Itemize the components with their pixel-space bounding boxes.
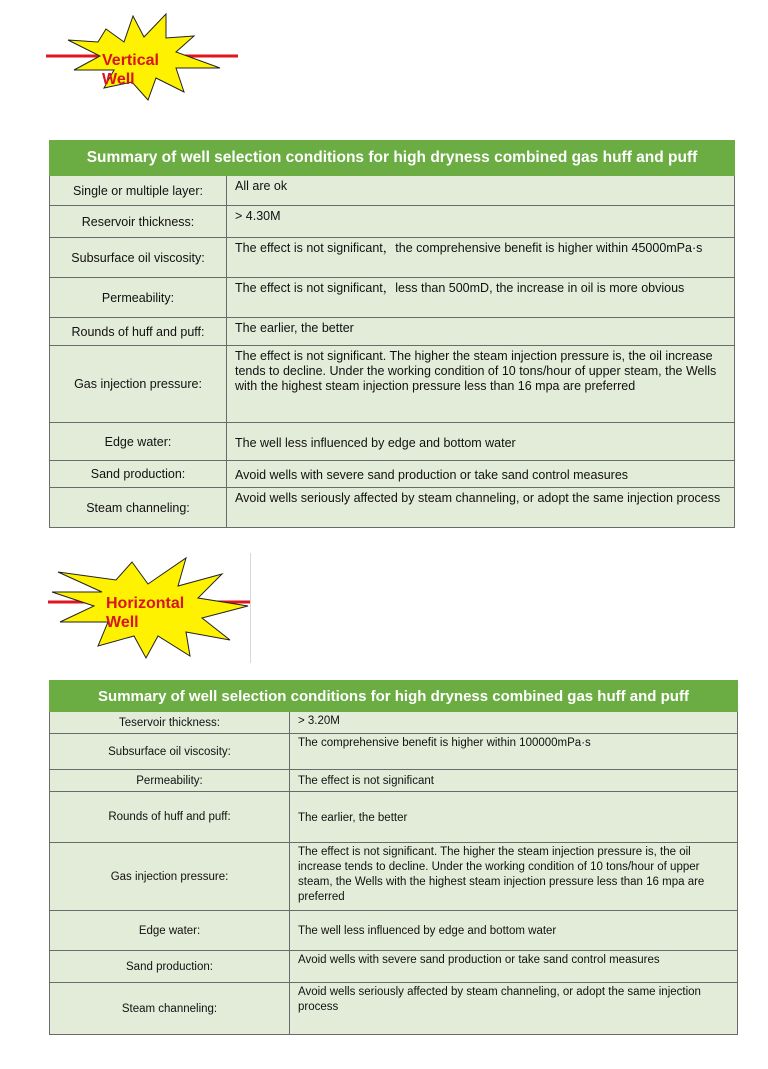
row-value: The comprehensive benefit is higher within 100000mPa·s	[290, 734, 738, 770]
row-value: Avoid wells with severe sand production or take sand control measures	[227, 461, 735, 488]
row-label: Rounds of huff and puff:	[50, 792, 290, 843]
row-value: > 4.30M	[227, 206, 735, 238]
table-title: Summary of well selection conditions for high dryness combined gas huff and puff	[50, 141, 735, 176]
row-label: Gas injection pressure:	[50, 843, 290, 911]
horizontal-well-badge	[46, 556, 252, 660]
row-label: Edge water:	[50, 423, 227, 461]
badge-line2: Well	[102, 71, 135, 88]
row-label: Steam channeling:	[50, 488, 227, 528]
row-label: Edge water:	[50, 911, 290, 951]
row-label: Subsurface oil viscosity:	[50, 734, 290, 770]
badge-line1: Horizontal	[106, 595, 185, 612]
row-label: Single or multiple layer:	[50, 176, 227, 206]
row-label: Teservoir thickness:	[50, 712, 290, 734]
vertical-well-table	[49, 140, 735, 528]
row-label: Sand production:	[50, 461, 227, 488]
row-value: > 3.20M	[290, 712, 738, 734]
row-label: Reservoir thickness:	[50, 206, 227, 238]
row-value: Avoid wells seriously affected by steam channeling, or adopt the same injection process	[290, 983, 738, 1035]
row-label: Rounds of huff and puff:	[50, 318, 227, 346]
row-value: Avoid wells with severe sand production or take sand control measures	[290, 951, 738, 983]
row-label: Sand production:	[50, 951, 290, 983]
table-title: Summary of well selection conditions for high dryness combined gas huff and puff	[50, 681, 738, 712]
row-label: Gas injection pressure:	[50, 346, 227, 423]
row-value: The effect is not significant. The higher the steam injection pressure is, the oil increase tends to decline. Under the working condition of 10 tons/hour of upper steam, the Wells with the highest steam injection pressure less than 16 mpa are preferred	[290, 843, 738, 911]
row-value: The effect is not significant. The higher the steam injection pressure is, the oil increase tends to decline. Under the working condition of 10 tons/hour of upper steam, the Wells with the highest steam injection pressure less than 16 mpa are preferred	[227, 346, 735, 423]
badge-line2: Well	[106, 614, 139, 631]
row-value: The effect is not significant，less than 500mD, the increase in oil is more obvious	[227, 278, 735, 318]
vertical-well-badge	[44, 12, 240, 102]
badge-line1: Vertical	[102, 52, 159, 69]
row-value: The earlier, the better	[227, 318, 735, 346]
row-value: The earlier, the better	[290, 792, 738, 843]
row-label: Permeability:	[50, 278, 227, 318]
row-value: The well less influenced by edge and bottom water	[290, 911, 738, 951]
row-value: All are ok	[227, 176, 735, 206]
horizontal-well-table	[49, 680, 738, 1035]
row-value: The effect is not significant	[290, 770, 738, 792]
row-value: The effect is not significant，the comprehensive benefit is higher within 45000mPa·s	[227, 238, 735, 278]
row-label: Steam channeling:	[50, 983, 290, 1035]
row-label: Subsurface oil viscosity:	[50, 238, 227, 278]
row-label: Permeability:	[50, 770, 290, 792]
row-value: Avoid wells seriously affected by steam channeling, or adopt the same injection process	[227, 488, 735, 528]
row-value: The well less influenced by edge and bottom water	[227, 423, 735, 461]
